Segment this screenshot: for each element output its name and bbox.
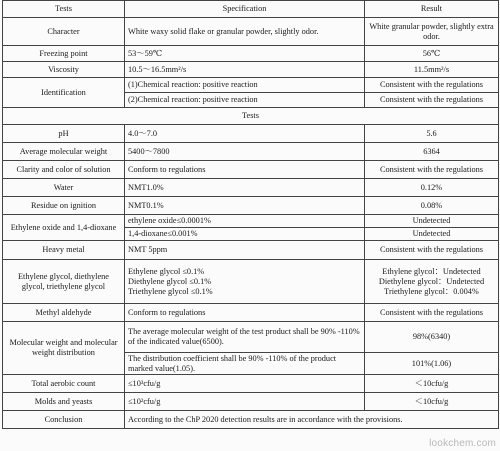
spec-value: 53～59℃ xyxy=(125,46,365,62)
spec-line: Triethylene glycol ≤0.1% xyxy=(128,286,213,296)
spec-value: (1)Chemical reaction: positive reaction xyxy=(125,78,365,93)
result-value: White granular powder, slightly extra odor. xyxy=(365,18,499,46)
table-header-row xyxy=(3,1,499,18)
table-row xyxy=(3,62,499,78)
result-value: Undetected xyxy=(365,215,499,228)
result-value: 98%(6340) xyxy=(365,322,499,353)
spec-value: NMT0.1% xyxy=(125,197,365,215)
test-name: Viscosity xyxy=(3,62,125,78)
test-name: Freezing point xyxy=(3,46,125,62)
result-value: Consistent with the regulations xyxy=(365,304,499,322)
table-row xyxy=(3,78,499,93)
section-title: Tests xyxy=(3,108,499,125)
header-specification: Specification xyxy=(125,1,365,18)
spec-value: The distribution coefficient shall be 90% -110% of the product marked value(1.05). xyxy=(125,353,365,375)
table-row xyxy=(3,143,499,161)
test-name: Conclusion xyxy=(3,411,125,429)
table-row xyxy=(3,375,499,393)
result-value: 56℃ xyxy=(365,46,499,62)
result-value: Undetected xyxy=(365,228,499,241)
spec-value: 5400～7800 xyxy=(125,143,365,161)
table-row xyxy=(3,241,499,260)
spec-line: Diethylene glycol ≤0.1% xyxy=(128,276,212,286)
spec-value: (2)Chemical reaction: positive reaction xyxy=(125,93,365,108)
table-row xyxy=(3,215,499,228)
result-value: ＜10cfu/g xyxy=(365,375,499,393)
table-row xyxy=(3,179,499,197)
result-value: 6364 xyxy=(365,143,499,161)
spec-value: 4.0～7.0 xyxy=(125,125,365,143)
spec-value: ≤10²cfu/g xyxy=(125,393,365,411)
header-result: Result xyxy=(365,1,499,18)
spec-value: Conform to regulations xyxy=(125,161,365,179)
table-row xyxy=(3,393,499,411)
spec-line: Ethylene glycol ≤0.1% xyxy=(128,266,205,276)
result-line: Triethylene glycol：0.004% xyxy=(384,286,479,296)
table-row xyxy=(3,260,499,304)
test-name: Heavy metal xyxy=(3,241,125,260)
result-value: ＜10cfu/g xyxy=(365,393,499,411)
result-value: Consistent with the regulations xyxy=(365,78,499,93)
test-name: Total aerobic count xyxy=(3,375,125,393)
conclusion-text: According to the ChP 2020 detection results are in accordance with the provisions. xyxy=(125,411,499,429)
result-value: Consistent with the regulations xyxy=(365,161,499,179)
result-line: Diethylene glycol：Undetected xyxy=(378,276,485,286)
table-row xyxy=(3,18,499,46)
test-name: Character xyxy=(3,18,125,46)
spec-value: ≤10³cfu/g xyxy=(125,375,365,393)
spec-value: Conform to regulations xyxy=(125,304,365,322)
result-value: 0.12% xyxy=(365,179,499,197)
spec-value: The average molecular weight of the test product shall be 90% -110% of the indicated value(6500). xyxy=(125,322,365,353)
result-value: Consistent with the regulations xyxy=(365,241,499,260)
result-value xyxy=(365,260,499,304)
table-row xyxy=(3,161,499,179)
table-row xyxy=(3,322,499,353)
test-name: Molds and yeasts xyxy=(3,393,125,411)
test-name: Methyl aldehyde xyxy=(3,304,125,322)
spec-value: NMT 5ppm xyxy=(125,241,365,260)
result-value: 11.5mm²/s xyxy=(365,62,499,78)
test-name: Residue on ignition xyxy=(3,197,125,215)
table-row xyxy=(3,125,499,143)
test-name: pH xyxy=(3,125,125,143)
specification-table xyxy=(2,0,499,429)
test-name: Clarity and color of solution xyxy=(3,161,125,179)
result-value: 5.6 xyxy=(365,125,499,143)
section-row xyxy=(3,108,499,125)
result-line: Ethylene glycol：Undetected xyxy=(382,266,481,276)
result-value: 0.08% xyxy=(365,197,499,215)
spec-value: 1,4-dioxane≤0.001% xyxy=(125,228,365,241)
table-row xyxy=(3,411,499,429)
spec-value: NMT1.0% xyxy=(125,179,365,197)
table-row xyxy=(3,46,499,62)
test-name: Ethylene oxide and 1,4-dioxane xyxy=(3,215,125,241)
spec-value: 10.5～16.5mm²/s xyxy=(125,62,365,78)
watermark: lookchem.com xyxy=(429,438,496,449)
header-tests: Tests xyxy=(3,1,125,18)
test-name: Ethylene glycol, diethylene glycol, triethylene glycol xyxy=(3,260,125,304)
test-name: Identification xyxy=(3,78,125,108)
table-row xyxy=(3,197,499,215)
spec-value: ethylene oxide≤0.0001% xyxy=(125,215,365,228)
result-value: 101%(1.06) xyxy=(365,353,499,375)
spec-value xyxy=(125,260,365,304)
spec-value: White waxy solid flake or granular powder, slightly odor. xyxy=(125,18,365,46)
test-name: Molecular weight and molecular weight distribution xyxy=(3,322,125,375)
test-name: Average molecular weight xyxy=(3,143,125,161)
table-row xyxy=(3,304,499,322)
test-name: Water xyxy=(3,179,125,197)
result-value: Consistent with the regulations xyxy=(365,93,499,108)
